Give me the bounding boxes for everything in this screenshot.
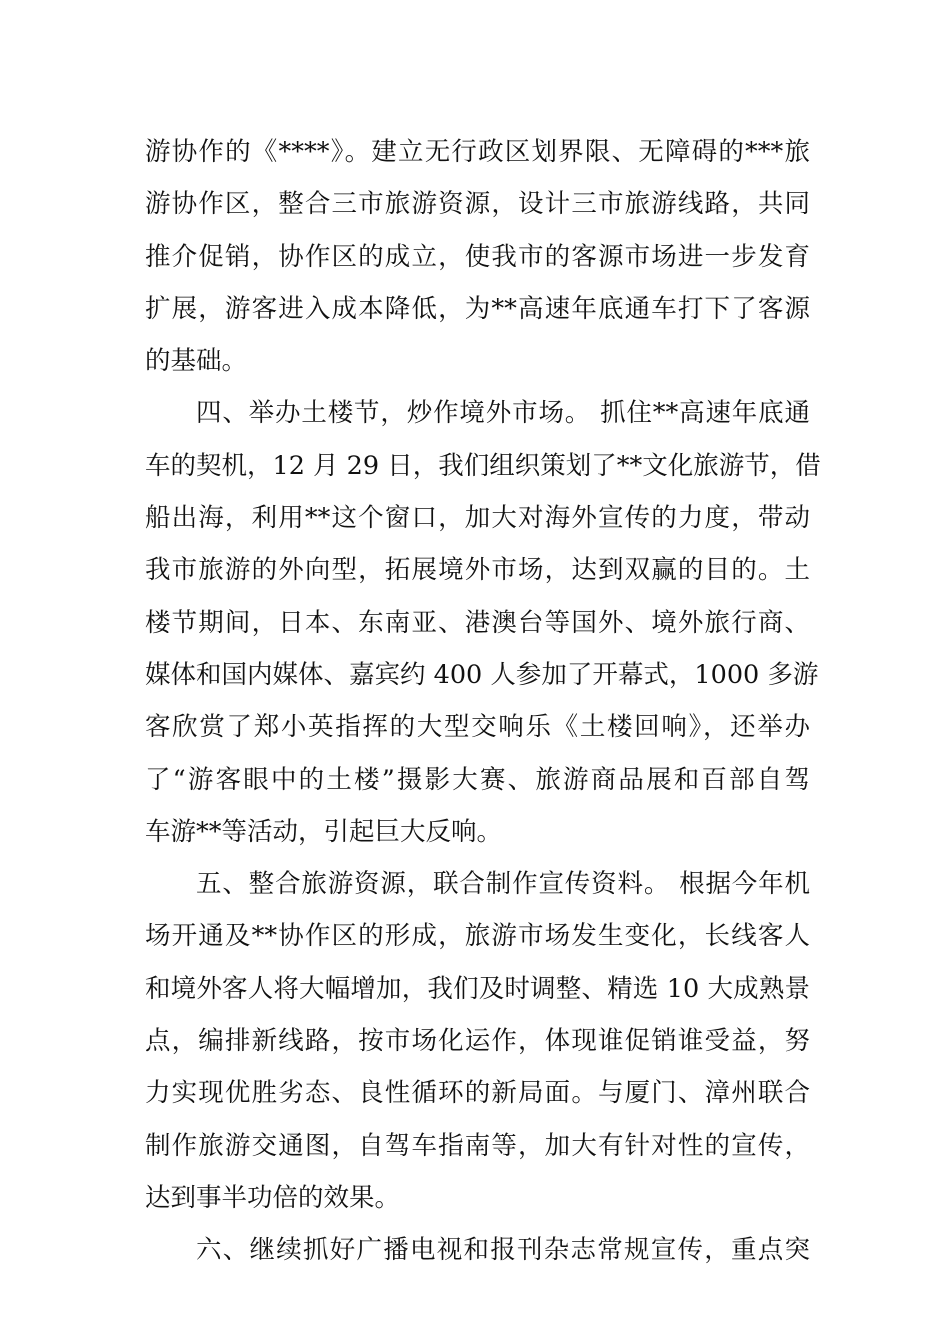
text-line: 游协作区，整合三市旅游资源，设计三市旅游线路，共同 xyxy=(145,189,810,220)
text-line: 制作旅游交通图，自驾车指南等，加大有针对性的宣传， xyxy=(145,1130,810,1161)
text-line: 力实现优胜劣态、良性循环的新局面。与厦门、漳州联合 xyxy=(145,1078,810,1109)
text-line: 点，编排新线路，按市场化运作，体现谁促销谁受益，努 xyxy=(145,1026,810,1057)
text-line: 了“游客眼中的土楼”摄影大赛、旅游商品展和百部自驾 xyxy=(145,764,810,795)
text-line: 车游**等活动，引起巨大反响。 xyxy=(145,816,503,847)
text-line: 楼节期间，日本、东南亚、港澳台等国外、境外旅行商、 xyxy=(145,607,810,638)
text-line: 媒体和国内媒体、嘉宾约 400 人参加了开幕式，1000 多游 xyxy=(145,659,819,690)
text-line: 船出海，利用**这个窗口，加大对海外宣传的力度，带动 xyxy=(145,503,810,534)
text-line: 场开通及**协作区的形成，旅游市场发生变化，长线客人 xyxy=(145,921,810,952)
text-line: 扩展，游客进入成本降低，为**高速年底通车打下了客源 xyxy=(145,293,810,324)
body-text xyxy=(145,126,821,1277)
text-line: 和境外客人将大幅增加，我们及时调整、精选 10 大成熟景 xyxy=(145,973,810,1004)
text-line: 推介促销，协作区的成立，使我市的客源市场进一步发育 xyxy=(145,241,810,272)
text-line: 客欣赏了郑小英指挥的大型交响乐《土楼回响》，还举办 xyxy=(145,712,810,743)
text-line: 达到事半功倍的效果。 xyxy=(145,1182,401,1213)
paragraph-heading-line: 五、整合旅游资源，联合制作宣传资料。 根据今年机 xyxy=(196,869,810,900)
text-line: 的基础。 xyxy=(145,346,248,377)
text-line: 车的契机，12 月 29 日，我们组织策划了**文化旅游节，借 xyxy=(145,450,821,481)
text-line: 我市旅游的外向型，拓展境外市场，达到双赢的目的。土 xyxy=(145,555,810,586)
paragraph-heading-line: 六、继续抓好广播电视和报刊杂志常规宣传，重点突 xyxy=(196,1235,810,1266)
text-line: 游协作的《****》。建立无行政区划界限、无障碍的***旅 xyxy=(145,137,810,167)
paragraph-heading-line: 四、举办土楼节，炒作境外市场。 抓住**高速年底通 xyxy=(196,398,810,429)
